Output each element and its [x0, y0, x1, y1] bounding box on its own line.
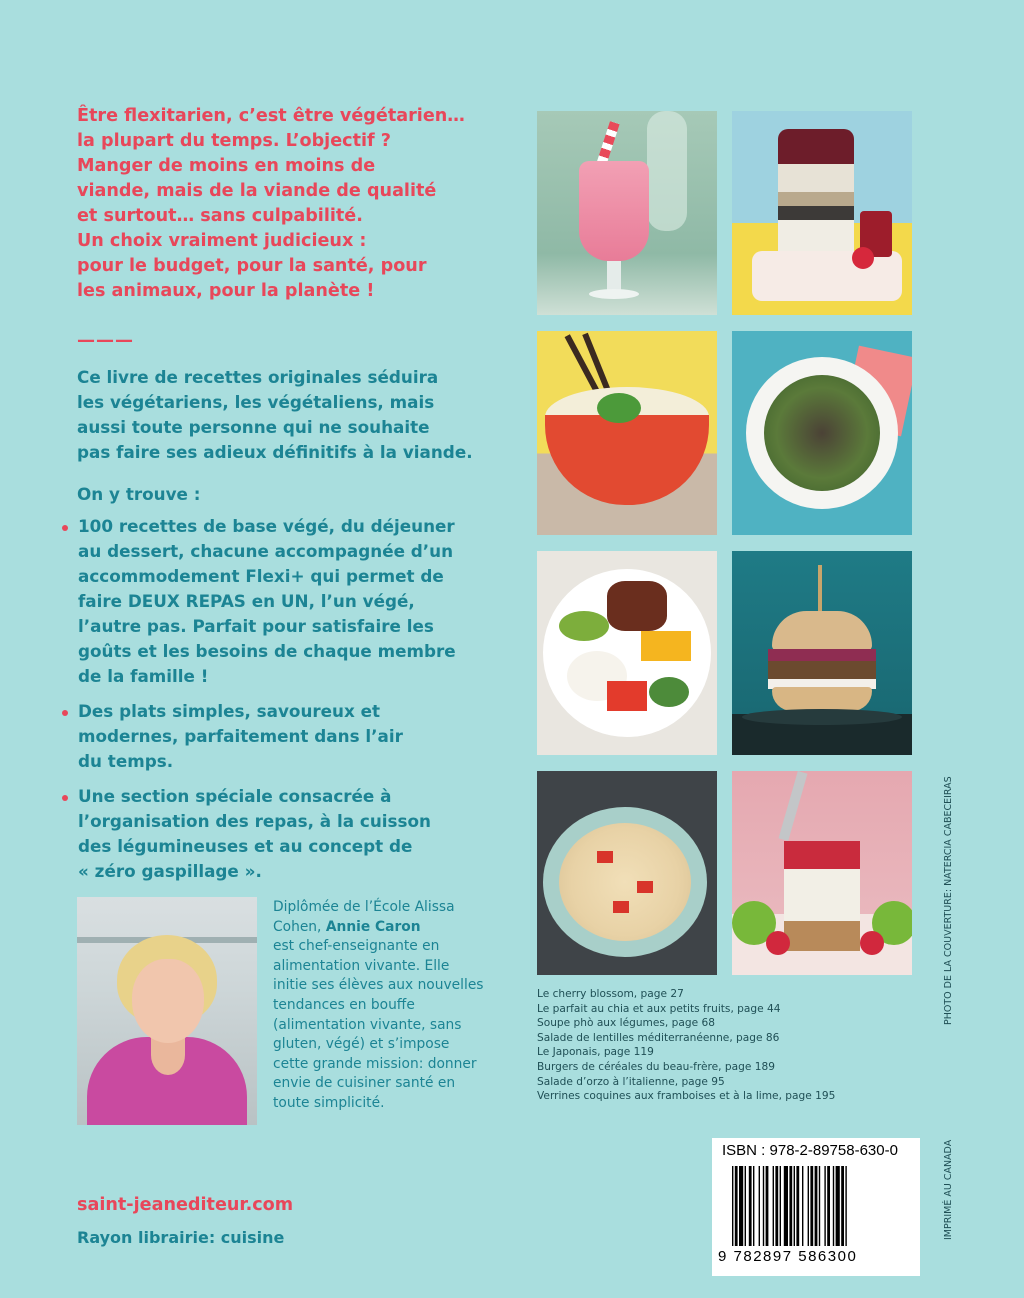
- caption: Salade d’orzo à l’italienne, page 95: [537, 1075, 725, 1088]
- isbn-block: [712, 1138, 920, 1276]
- photo-burgers: [732, 551, 912, 755]
- barcode-bar: [836, 1166, 840, 1246]
- barcode-bar: [766, 1166, 769, 1246]
- list-item: [60, 784, 520, 884]
- barcode-bar: [789, 1166, 792, 1246]
- list-item-line: Une section spéciale consacrée à: [78, 786, 392, 806]
- list-item-line: 100 recettes de base végé, du déjeuner: [78, 516, 455, 536]
- description-paragraph: [77, 365, 517, 465]
- list-item-line: « zéro gaspillage ».: [78, 861, 262, 881]
- bio-line: tendances en bouffe: [273, 996, 415, 1013]
- barcode-bar: [796, 1166, 799, 1246]
- photo-salade-orzo: [537, 771, 717, 975]
- list-item: [60, 699, 520, 774]
- barcode-bar: [845, 1166, 846, 1246]
- list-item-line: au dessert, chacune accompagnée d’un: [78, 541, 454, 561]
- barcode-bar: [827, 1166, 830, 1246]
- list-item-line: l’organisation des repas, à la cuisson: [78, 811, 431, 831]
- list-item-line: goûts et les besoins de chaque membre: [78, 641, 456, 661]
- intro-line: Un choix vraiment judicieux :: [77, 231, 367, 251]
- paragraph-line: les végétariens, les végétaliens, mais: [77, 392, 435, 412]
- paragraph-line: Ce livre de recettes originales séduira: [77, 367, 439, 387]
- barcode-bar: [745, 1166, 746, 1246]
- barcode-bar: [739, 1166, 743, 1246]
- barcode-bar: [773, 1166, 774, 1246]
- caption: Le Japonais, page 119: [537, 1046, 654, 1059]
- bio-line: envie de cuisiner santé en: [273, 1075, 456, 1092]
- bio-line: [273, 918, 523, 938]
- photo-captions: [537, 987, 835, 1104]
- photo-soupe-pho: [537, 331, 717, 535]
- barcode-bar: [732, 1166, 733, 1246]
- bio-prefix: Cohen,: [273, 918, 326, 935]
- list-item-line: accommodement Flexi+ qui permet de: [78, 566, 444, 586]
- barcode-bar: [753, 1166, 754, 1246]
- barcode-bar: [749, 1166, 752, 1246]
- photo-face: [132, 959, 204, 1043]
- bio-line: (alimentation vivante, sans: [273, 1016, 462, 1033]
- intro-line: la plupart du temps. L’objectif ?: [77, 131, 391, 151]
- intro-line: les animaux, pour la planète !: [77, 281, 375, 301]
- list-item-line: de la famille !: [78, 666, 209, 686]
- caption: Burgers de céréales du beau-frère, page 189: [537, 1060, 775, 1073]
- caption: Salade de lentilles méditerranéenne, page 86: [537, 1031, 780, 1044]
- bio-line: initie ses élèves aux nouvelles: [273, 977, 484, 994]
- barcode-bar: [759, 1166, 760, 1246]
- caption: Soupe phò aux légumes, page 68: [537, 1017, 715, 1030]
- barcode-bar: [824, 1166, 825, 1246]
- caption: Le parfait au chia et aux petits fruits, page 44: [537, 1002, 781, 1015]
- photo-verrines: [732, 771, 912, 975]
- author-bio: [273, 898, 523, 1114]
- bio-line: est chef-enseignante en: [273, 938, 440, 955]
- list-item-line: faire DEUX REPAS en UN, l’un végé,: [78, 591, 415, 611]
- list-item-line: du temps.: [78, 751, 174, 771]
- intro-line: Être flexitarien, c’est être végétarien…: [77, 106, 465, 126]
- barcode-bar: [780, 1166, 781, 1246]
- barcode-bar: [841, 1166, 844, 1246]
- caption: Verrines coquines aux framboises et à la lime, page 195: [537, 1090, 836, 1103]
- photo-cherry-blossom: [537, 111, 717, 315]
- divider: ———: [77, 330, 134, 351]
- isbn-label: ISBN : 978-2-89758-630-0: [722, 1142, 898, 1159]
- author-name: Annie Caron: [325, 918, 421, 935]
- barcode-bar: [775, 1166, 778, 1246]
- photo-salade-lentilles: [732, 331, 912, 535]
- barcode-bar: [784, 1166, 788, 1246]
- barcode-icon: [732, 1166, 914, 1246]
- feature-list: [60, 514, 520, 894]
- barcode-bar: [794, 1166, 795, 1246]
- bio-line: toute simplicité.: [273, 1094, 385, 1111]
- bullet-icon: [62, 795, 68, 801]
- bio-line: Diplômée de l’École Alissa: [273, 899, 455, 915]
- list-item-line: Des plats simples, savoureux et: [78, 701, 381, 721]
- list-item-line: des légumineuses et au concept de: [78, 836, 413, 856]
- photo-credit: PHOTO DE LA COUVERTURE: NATERCIA CABECEIRAS: [943, 776, 954, 1025]
- photo-chia-parfait: [732, 111, 912, 315]
- bio-line: cette grande mission: donner: [273, 1055, 477, 1072]
- intro-line: pour le budget, pour la santé, pour: [77, 256, 427, 276]
- list-item: [60, 514, 520, 689]
- barcode-digits: 9 782897 586300: [718, 1248, 858, 1265]
- barcode-bar: [802, 1166, 803, 1246]
- publisher-website[interactable]: saint-jeanediteur.com: [77, 1195, 294, 1215]
- bio-line: alimentation vivante. Elle: [273, 957, 450, 974]
- caption: Le cherry blossom, page 27: [537, 988, 684, 1000]
- barcode-bar: [735, 1166, 738, 1246]
- printed-in: IMPRIMÉ AU CANADA: [943, 1139, 954, 1240]
- barcode-bar: [763, 1166, 764, 1246]
- intro-text: [77, 104, 517, 304]
- bullet-icon: [62, 710, 68, 716]
- bio-line: gluten, végé) et s’impose: [273, 1036, 450, 1053]
- list-item-line: l’autre pas. Parfait pour satisfaire les: [78, 616, 434, 636]
- barcode-bar: [810, 1166, 813, 1246]
- intro-line: et surtout… sans culpabilité.: [77, 206, 363, 226]
- list-heading: On y trouve :: [77, 484, 201, 504]
- intro-line: Manger de moins en moins de: [77, 156, 376, 176]
- barcode-bar: [833, 1166, 834, 1246]
- barcode-bar: [815, 1166, 818, 1246]
- author-photo: [77, 897, 257, 1125]
- bullet-icon: [62, 525, 68, 531]
- paragraph-line: aussi toute personne qui ne souhaite: [77, 417, 430, 437]
- list-item-line: modernes, parfaitement dans l’air: [78, 726, 403, 746]
- shelf-category: Rayon librairie: cuisine: [77, 1228, 285, 1247]
- photo-le-japonais: [537, 551, 717, 755]
- intro-line: viande, mais de la viande de qualité: [77, 181, 437, 201]
- barcode-bar: [808, 1166, 809, 1246]
- paragraph-line: pas faire ses adieux définitifs à la viande.: [77, 442, 473, 462]
- barcode-bar: [819, 1166, 820, 1246]
